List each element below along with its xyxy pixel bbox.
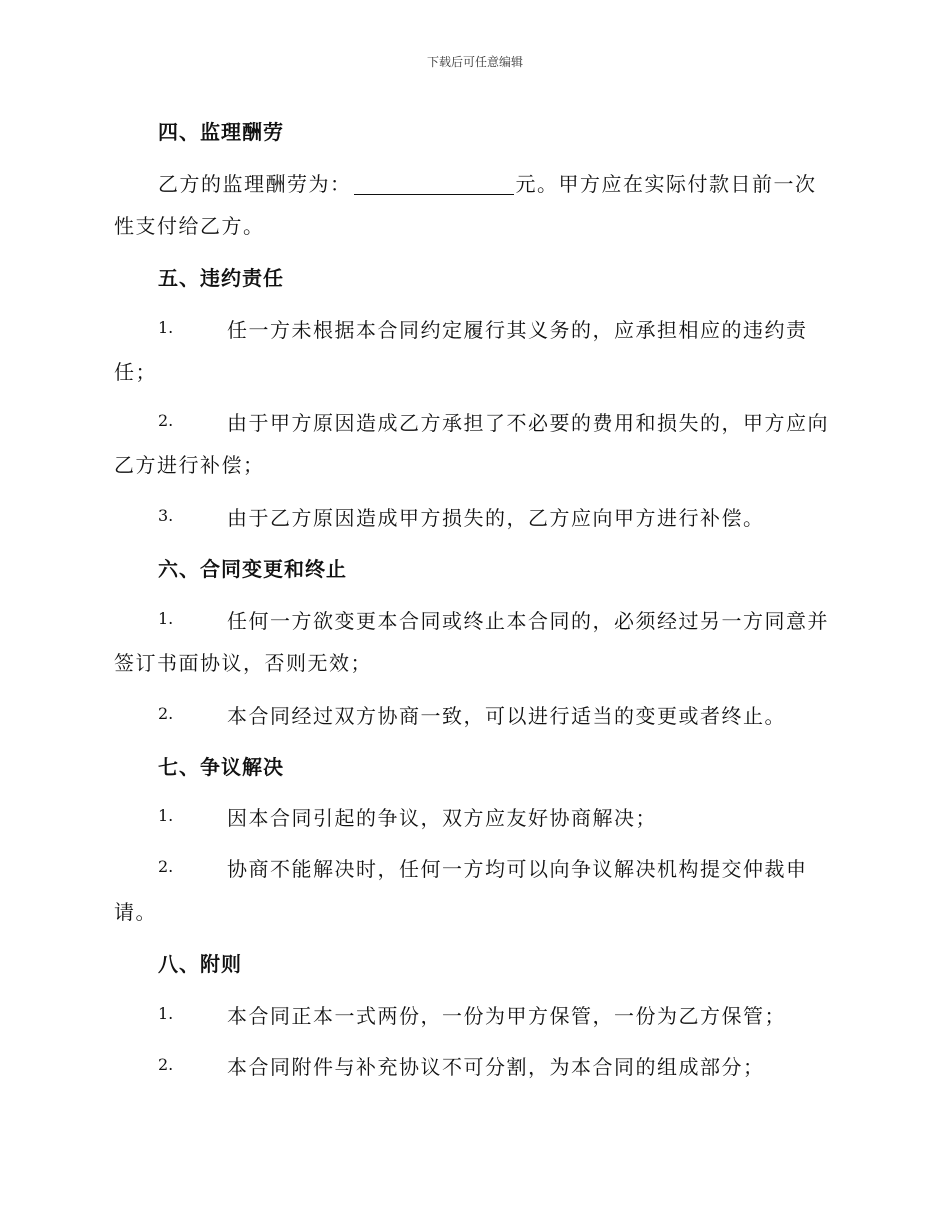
fee-line bbox=[158, 168, 817, 197]
item-text-continued: 任； bbox=[114, 360, 157, 384]
item-number: 2. bbox=[158, 704, 174, 723]
section-heading-6: 六、合同变更和终止 bbox=[158, 557, 347, 581]
fee-blank bbox=[354, 174, 514, 195]
item-number: 2. bbox=[158, 411, 174, 430]
item-number: 3. bbox=[158, 506, 174, 525]
item-text-continued: 请。 bbox=[114, 900, 157, 924]
page-header: 下载后可任意编辑 bbox=[426, 55, 523, 69]
item-text: 协商不能解决时，任何一方均可以向争议解决机构提交仲裁申 bbox=[227, 857, 808, 881]
item-number: 1. bbox=[158, 609, 174, 628]
section-heading-8: 八、附则 bbox=[158, 952, 242, 976]
item-text: 本合同经过双方协商一致，可以进行适当的变更或者终止。 bbox=[227, 704, 786, 728]
section-heading-7: 七、争议解决 bbox=[158, 755, 284, 779]
item-text: 由于甲方原因造成乙方承担了不必要的费用和损失的，甲方应向 bbox=[227, 411, 829, 435]
item-text: 任何一方欲变更本合同或终止本合同的，必须经过另一方同意并 bbox=[227, 609, 829, 633]
item-text: 由于乙方原因造成甲方损失的，乙方应向甲方进行补偿。 bbox=[227, 506, 765, 530]
item-number: 2. bbox=[158, 857, 174, 876]
item-number: 2. bbox=[158, 1055, 174, 1074]
item-number: 1. bbox=[158, 1004, 174, 1023]
fee-suffix: 元。甲方应在实际付款日前一次 bbox=[515, 172, 817, 196]
section-heading-5: 五、违约责任 bbox=[158, 266, 284, 290]
paragraph-line: 性支付给乙方。 bbox=[114, 214, 265, 238]
item-text: 本合同正本一式两份，一份为甲方保管，一份为乙方保管； bbox=[227, 1004, 786, 1028]
fee-label: 乙方的监理酬劳为： bbox=[158, 172, 352, 196]
item-number: 1. bbox=[158, 318, 174, 337]
item-text: 因本合同引起的争议，双方应友好协商解决； bbox=[227, 806, 657, 830]
item-text-continued: 签订书面协议，否则无效； bbox=[114, 651, 372, 675]
section-heading-4: 四、监理酬劳 bbox=[158, 120, 284, 144]
item-text: 任一方未根据本合同约定履行其义务的，应承担相应的违约责 bbox=[227, 318, 808, 342]
item-number: 1. bbox=[158, 806, 174, 825]
item-text: 本合同附件与补充协议不可分割，为本合同的组成部分； bbox=[227, 1055, 765, 1079]
item-text-continued: 乙方进行补偿； bbox=[114, 453, 265, 477]
